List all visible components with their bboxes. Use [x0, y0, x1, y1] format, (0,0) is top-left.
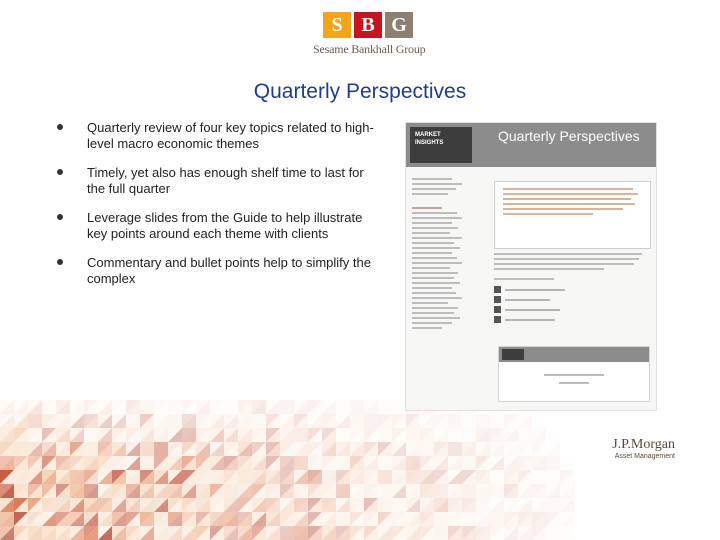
- bullet-dot-icon: [57, 214, 63, 220]
- logo-company-name: Sesame Bankhall Group: [313, 42, 426, 56]
- jpmorgan-name: J.P.Morgan: [612, 437, 675, 452]
- jpmorgan-logo: [595, 437, 675, 460]
- company-logo: [313, 12, 426, 62]
- bullet-item: Leverage slides from the Guide to help illustrate key points around each theme with clients: [55, 210, 385, 242]
- brochure-thumbnail: [405, 122, 657, 411]
- brochure-badge: MARKET INSIGHTS: [410, 127, 472, 163]
- brochure-intro-box: [494, 181, 651, 249]
- bullet-dot-icon: [57, 124, 63, 130]
- bullet-list: [55, 120, 385, 300]
- logo-letter-g: G: [385, 12, 413, 38]
- brochure-themes-list: [494, 278, 644, 326]
- brochure-paragraph: [494, 253, 644, 273]
- slide-title: Quarterly Perspectives: [253, 80, 467, 103]
- bullet-item: Quarterly review of four key topics related to high-level macro economic themes: [55, 120, 385, 152]
- brochure-header: [406, 123, 656, 167]
- bullet-dot-icon: [57, 259, 63, 265]
- brochure-sidebar-text: [412, 178, 474, 332]
- logo-letter-b: B: [354, 12, 382, 38]
- brochure-title: Quarterly Perspectives: [498, 128, 640, 144]
- logo-letter-s: S: [323, 12, 351, 38]
- bullet-item: Timely, yet also has enough shelf time to last for the full quarter: [55, 165, 385, 197]
- brochure-guide-image: [498, 346, 650, 402]
- jpmorgan-subtitle: Asset Management: [614, 453, 675, 460]
- decorative-mosaic: [0, 400, 720, 540]
- bullet-item: Commentary and bullet points help to simplify the complex: [55, 255, 385, 287]
- bullet-dot-icon: [57, 169, 63, 175]
